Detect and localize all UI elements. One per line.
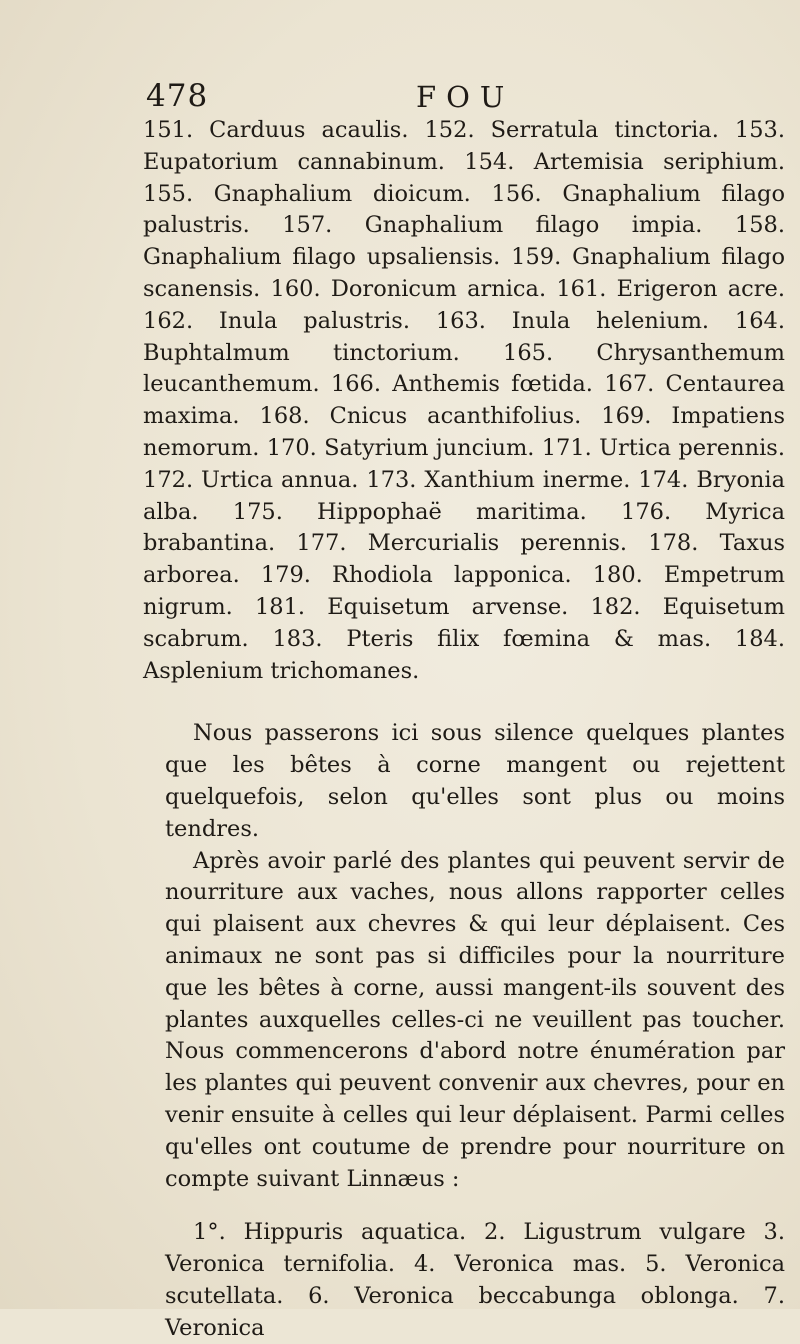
paragraph-species-list: 151. Carduus acaulis. 152. Serratula tinctoria. 153. Eupatorium cannabinum. 154. Artemisia seriphium. 155. Gnaphalium dioicum. 156. Gnaphalium filago palustris. 157. Gnaphalium filago impia. 158. Gnaphalium filago upsaliensis. 159. Gnaphalium filago scanensis. 160. Doronicum arnica. 161. Erigeron acre. 162. Inula palustris. 163. Inula helenium. 164. Buphtalmum tinctorium. 165. Chrysanthemum leucanthemum. 166. Anthemis fœtida. 167. Centaurea maxima. 168. Cnicus acanthifolius. 169. Impatiens nemorum. 170. Satyrium juncium. 171. Urtica perennis. 172. Urtica annua. 173. Xanthium inerme. 174. Bryonia alba. 175. Hippophaë maritima. 176. Myrica brabantina. 177. Mercurialis perennis. 178. Taxus arborea. 179. Rhodiola lapponica. 180. Empetrum nigrum. 181. Equisetum arvense. 182. Equisetum scabrum. 183. Pteris filix fœmina & mas. 184. Asplenium trichomanes.: [143, 117, 785, 684]
page-header: [146, 78, 786, 118]
running-head: FOU: [416, 80, 515, 114]
body-text: [143, 115, 785, 1344]
paragraph-goat-list: 1°. Hippuris aquatica. 2. Ligustrum vulgare 3. Veronica ternifolia. 4. Veronica mas. 5. Veronica scutellata. 6. Veronica beccabunga oblonga. 7. Veronica: [165, 1219, 785, 1341]
paragraph-silence: Nous passerons ici sous silence quelques plantes que les bêtes à corne mangent ou rejettent quelquefois, selon qu'elles sont plus ou moins tendres.: [165, 720, 785, 842]
page-number: 478: [146, 78, 209, 114]
paragraph-goats: Après avoir parlé des plantes qui peuvent servir de nourriture aux vaches, nous allons rapporter celles qui plaisent aux chevres & qui leur déplaisent. Ces animaux ne sont pas si difficiles pour la nourriture que les bêtes à corne, aussi mangent-ils souvent des plantes auxquelles celles-ci ne veuillent pas toucher. Nous commencerons d'abord notre énumération par les plantes qui peuvent convenir aux chevres, pour en venir ensuite à celles qui leur déplaisent. Parmi celles qu'elles ont coutume de prendre pour nourriture on compte suivant Linnæus :: [165, 847, 785, 1192]
